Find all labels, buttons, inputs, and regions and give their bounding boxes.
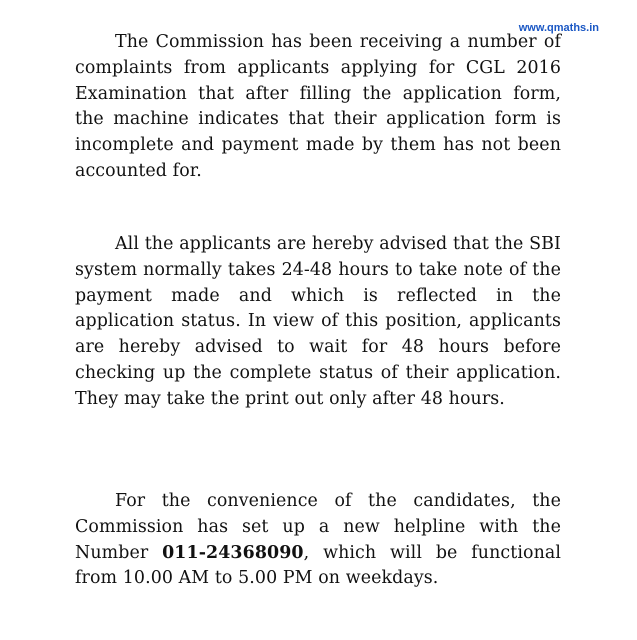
helpline-text-before: For the convenience of the candidates, the Commission has set up a new helpline with the Number xyxy=(75,491,561,563)
paragraph-complaints: The Commission has been receiving a number of complaints from applicants applying for CGL 2016 Examination that after filling the application form, the machine indicates that their application form is incomplete and payment made by them has not been accounted for. xyxy=(75,32,561,181)
paragraph-payment-advice: All the applicants are hereby advised that the SBI system normally takes 24-48 hours to take note of the payment made and which is reflected in the application status. In view of this position, applicants are hereby advised to wait for 48 hours before checking up the complete status of their application. They may take the print out only after 48 hours. xyxy=(75,234,561,409)
helpline-text-after: , which will be functional from 10.00 AM to 5.00 PM on weekdays. xyxy=(75,542,562,589)
paragraph-helpline xyxy=(75,489,561,592)
helpline-number: 011-24368090 xyxy=(162,542,304,563)
watermark: www.qmaths.in xyxy=(518,22,599,34)
